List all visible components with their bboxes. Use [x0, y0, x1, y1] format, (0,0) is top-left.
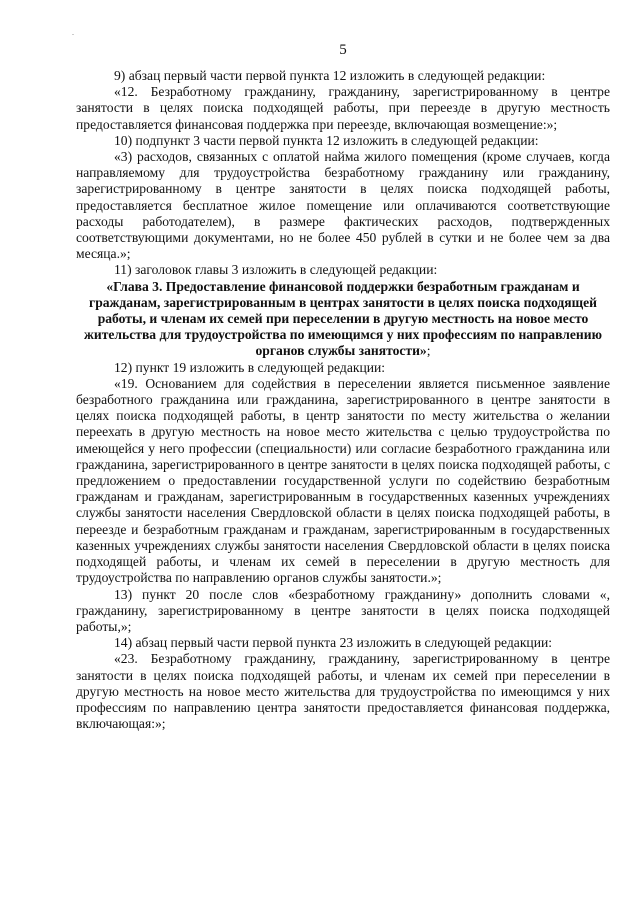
paragraph-item-9: 9) абзац первый части первой пункта 12 изложить в следующей редакции: — [114, 68, 546, 83]
paragraph-item-12-text: «12. Безработному гражданину, гражданину, зарегистрированному в центре занятости в целях поиска подходящей работы, при переезде в другую местность предоставляется финансовая поддержка при переезде, включающая возмещение:»; — [76, 84, 610, 132]
paragraph-item-14: 14) абзац первый части первой пункта 23 изложить в следующей редакции: — [114, 635, 553, 651]
document-page — [76, 40, 610, 732]
paragraph-item-10: 10) подпункт 3 части первой пункта 12 изложить в следующей редакции: — [114, 132, 539, 148]
paragraph-point-23-text: «23. Безработному гражданину, гражданину, зарегистрированному в центре занятости в целях поиска подходящей работы, и членам их семей при переселении в другую местность на новое место жительства для трудоустройства по имеющимся у них профессиям по направлению центра занятости предоставляется финансовая поддержка, включающая:»; — [76, 651, 610, 732]
paragraph-subitem-3-text: «3) расходов, связанных с оплатой найма жилого помещения (кроме случаев, когда направляемому для трудоустройства безработному гражданину или гражданину, зарегистрированному в центре занятости в целях поиска подходящей работы, предоставляется бесплатное жилое помещение или оплачиваются соответствующие расходы работодателем), в размере фактических расходов, подтвержденных соответствующими документами, но не более 450 рублей в сутки и не более чем за два месяца.»; — [76, 149, 610, 262]
paragraph-item-13: 13) пункт 20 после слов «безработному гражданину» дополнить словами «, гражданину, зарегистрированному в центре занятости в целях поиска подходящей работы,»; — [76, 586, 610, 634]
scan-speck — [72, 34, 74, 35]
paragraph-item-12-point-19: 12) пункт 19 изложить в следующей редакции: — [114, 359, 386, 375]
chapter-3-heading — [76, 279, 610, 360]
paragraph-item-11: 11) заголовок главы 3 изложить в следующей редакции: — [114, 262, 438, 278]
paragraph-point-19-text: «19. Основанием для содействия в переселении является письменное заявление безработного гражданина или гражданина, зарегистрированного в центре занятости в целях поиска подходящей работы, в центр занятости по месту жительства о желании переехать в другую местность на новое место жительства с целью трудоустройства по имеющейся у него профессии (специальности) или согласие безработного гражданина или гражданина, зарегистрированного в центре занятости в целях поиска подходящей работы, с предложением о предоставлении государственной услуги по содействию безработным гражданам и гражданам, зарегистрированным в государственных казенных учреждениях службы занятости населения Свердловской области в целях поиска подходящей работы, в переезде и безработным гражданам и гражданам, зарегистрированным в государственных казенных учреждениях службы занятости населения Свердловской области в целях поиска подходящей работы, и членам их семей в переселении в другую местность для трудоустройства по направлению органов службы занятости.»; — [76, 375, 610, 586]
chapter-3-heading-tail: ; — [426, 343, 431, 359]
page-number: 5 — [339, 42, 347, 58]
chapter-3-heading-text: «Глава 3. Предоставление финансовой поддержки безработным гражданам и гражданам, зарегистрированным в центрах занятости в целях поиска подходящей работы, и членам их семей при переселении в другую местность на новое место жительства для трудоустройства по имеющимся у них профессиям по направлению органов службы занятости» — [84, 278, 602, 359]
